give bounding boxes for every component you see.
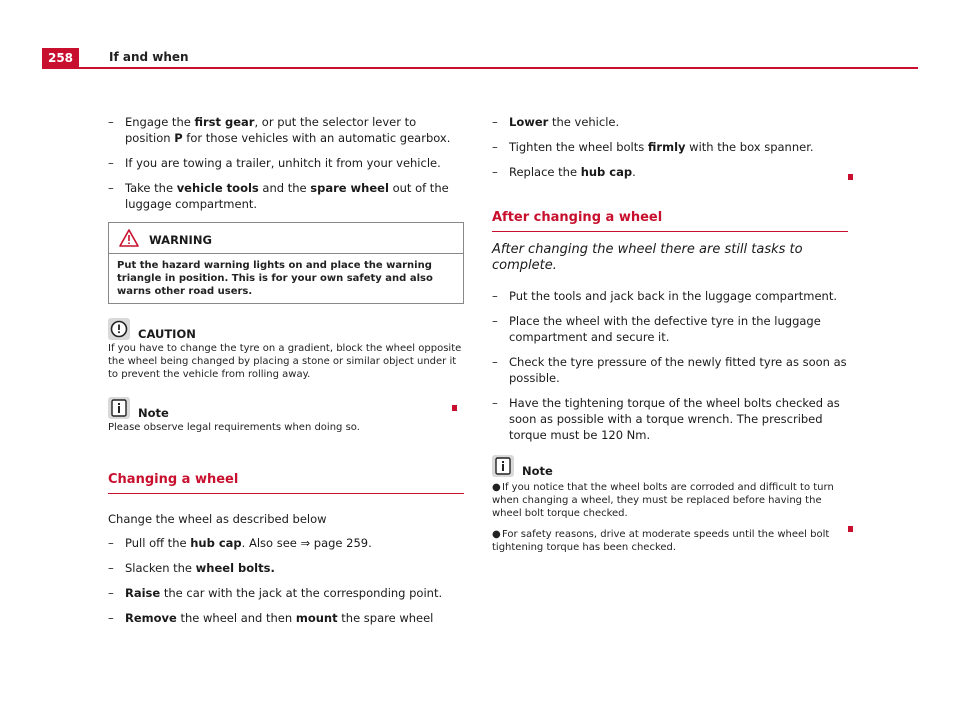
warning-text: Put the hazard warning lights on and place the warning triangle in position. This is for your own safety and also warns other road users. <box>117 260 433 297</box>
step-list-top <box>108 114 464 212</box>
step-item <box>108 155 464 171</box>
dash-marker: – <box>108 611 114 625</box>
step-item <box>108 610 464 626</box>
note-header-right <box>492 455 848 477</box>
section-end-marker <box>452 405 457 411</box>
dash-marker: – <box>492 355 498 369</box>
step-list-bottom <box>108 535 464 626</box>
step-text: Replace the hub cap. <box>509 165 636 179</box>
note-text: Please observe legal requirements when doing so. <box>108 422 360 433</box>
note-bullet-text: If you notice that the wheel bolts are corroded and difficult to turn when changing a wheel, they must be replaced before having the wheel bolt torque checked. <box>492 482 834 519</box>
step-text: Have the tightening torque of the wheel bolts checked as soon as possible with a torque wrench. The prescribed torque must be 120 Nm. <box>509 396 840 442</box>
section-end-marker <box>848 174 853 180</box>
note-info-icon <box>108 397 130 423</box>
step-item <box>108 585 464 601</box>
dash-marker: – <box>108 536 114 550</box>
step-text: Engage the first gear, or put the selector lever to position P for those vehicles with an automatic gearbox. <box>125 115 451 145</box>
section-title-after-changing: After changing a wheel <box>492 210 848 232</box>
right-column <box>492 114 848 562</box>
step-text: Tighten the wheel bolts firmly with the box spanner. <box>509 140 814 154</box>
note-info-icon <box>492 455 514 481</box>
section-end-marker <box>848 526 853 532</box>
step-text: Pull off the hub cap. Also see ⇒ page 259. <box>125 536 372 550</box>
step-item <box>108 180 464 212</box>
step-item <box>492 164 848 180</box>
step-item <box>492 139 848 155</box>
warning-header <box>109 223 463 254</box>
note-label: Note <box>522 464 553 478</box>
note-bullet-text: For safety reasons, drive at moderate speeds until the wheel bolt tightening torque has been checked. <box>492 529 830 553</box>
caution-text: If you have to change the tyre on a gradient, block the wheel opposite the wheel being changed by placing a stone or similar object under it to prevent the vehicle from rolling away. <box>108 343 462 380</box>
step-text: If you are towing a trailer, unhitch it from your vehicle. <box>125 156 441 170</box>
dash-marker: – <box>108 586 114 600</box>
dash-marker: – <box>492 140 498 154</box>
dash-marker: – <box>108 115 114 129</box>
step-item <box>108 535 464 551</box>
note-bullet: ●If you notice that the wheel bolts are corroded and difficult to turn when changing a wheel, they must be replaced before having the wheel bolt torque checked. <box>492 482 834 519</box>
warning-box <box>108 222 464 304</box>
step-item <box>492 354 848 386</box>
step-item <box>492 395 848 443</box>
dash-marker: – <box>108 156 114 170</box>
header-rule <box>42 67 918 69</box>
note-bullets <box>492 481 848 554</box>
step-item <box>492 288 848 304</box>
warning-label: WARNING <box>149 233 212 247</box>
chapter-title: If and when <box>109 50 189 64</box>
step-text: Check the tyre pressure of the newly fitted tyre as soon as possible. <box>509 355 847 385</box>
note-header <box>108 397 464 419</box>
step-item <box>108 114 464 146</box>
step-text: Take the vehicle tools and the spare wheel out of the luggage compartment. <box>125 181 449 211</box>
caution-label: CAUTION <box>138 327 196 341</box>
note-bullet: ●For safety reasons, drive at moderate speeds until the wheel bolt tightening torque has been checked. <box>492 529 830 553</box>
step-text: Place the wheel with the defective tyre in the luggage compartment and secure it. <box>509 314 821 344</box>
dash-marker: – <box>108 561 114 575</box>
dash-marker: – <box>492 165 498 179</box>
step-list-after <box>492 288 848 443</box>
step-item <box>492 313 848 345</box>
step-item <box>108 560 464 576</box>
page-number: 258 <box>42 48 79 68</box>
section-title-changing-wheel: Changing a wheel <box>108 472 464 494</box>
exclamation-circle-icon <box>108 318 130 344</box>
step-text: Lower the vehicle. <box>509 115 620 129</box>
step-text: Put the tools and jack back in the luggage compartment. <box>509 289 837 303</box>
dash-marker: – <box>492 396 498 410</box>
step-text: Remove the wheel and then mount the spare wheel <box>125 611 434 625</box>
dash-marker: – <box>492 289 498 303</box>
note-label: Note <box>138 406 169 420</box>
section-intro: Change the wheel as described below <box>108 512 327 526</box>
warning-triangle-icon <box>119 229 139 251</box>
dash-marker: – <box>492 115 498 129</box>
section-intro-after: After changing the wheel there are still tasks to complete. <box>492 242 803 273</box>
step-text: Slacken the wheel bolts. <box>125 561 275 575</box>
step-text: Raise the car with the jack at the corresponding point. <box>125 586 443 600</box>
left-column <box>108 114 464 635</box>
dash-marker: – <box>108 181 114 195</box>
step-item <box>492 114 848 130</box>
step-list-right-top <box>492 114 848 180</box>
dash-marker: – <box>492 314 498 328</box>
caution-header <box>108 318 464 340</box>
